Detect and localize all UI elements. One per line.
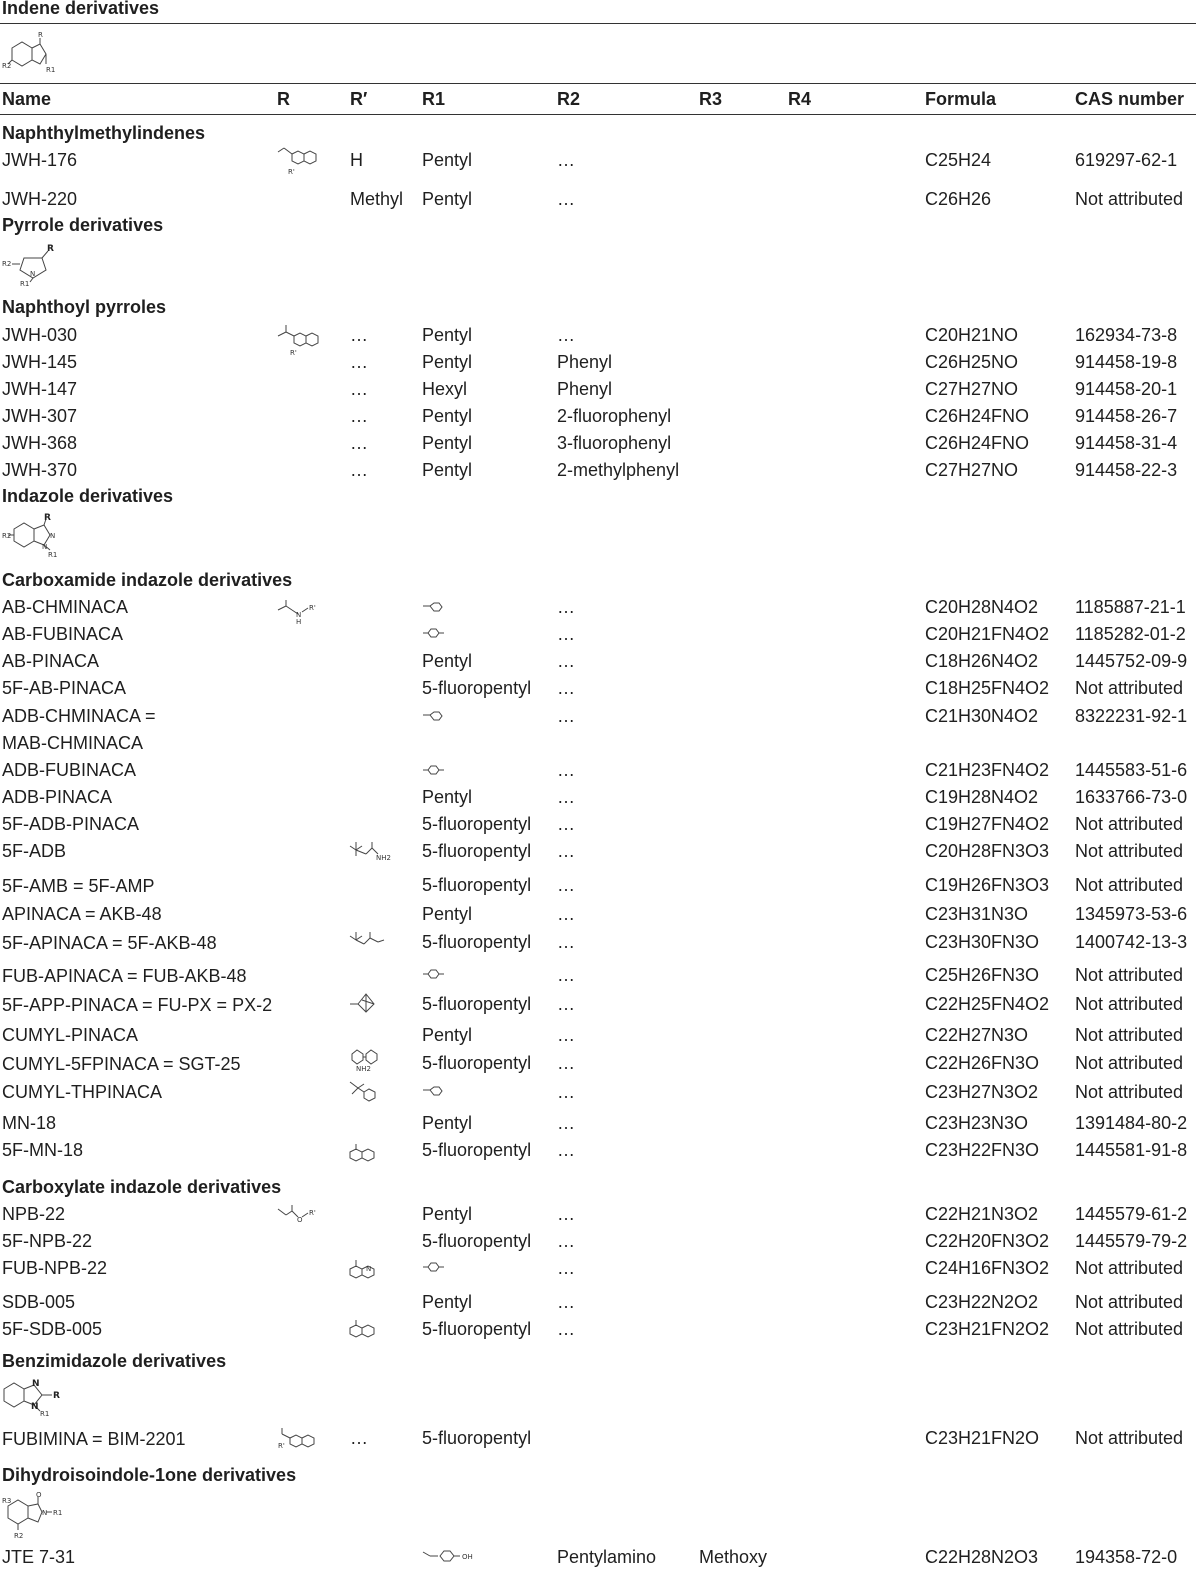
cell-cas: 1445579-79-2 bbox=[1075, 1231, 1188, 1251]
cell-name-continued: MAB-CHMINACA bbox=[2, 733, 144, 753]
cell-r2: … bbox=[557, 325, 575, 345]
cell-r1: Pentyl bbox=[422, 433, 473, 453]
cell-formula: C20H21NO bbox=[925, 325, 1019, 345]
cell-cas: 619297-62-1 bbox=[1075, 150, 1178, 170]
cell-name: 5F-MN-18 bbox=[2, 1140, 84, 1160]
cell-formula: C20H21FN4O2 bbox=[925, 624, 1050, 644]
indazole-benzene-ring bbox=[14, 523, 34, 547]
svg-text:R': R' bbox=[290, 349, 297, 357]
section-title-carboxamide-indazole: Carboxamide indazole derivatives bbox=[2, 570, 293, 590]
cell-r1: Pentyl bbox=[422, 352, 473, 372]
benzimid-label-rprime: R' bbox=[278, 1442, 285, 1450]
cell-formula: C20H28N4O2 bbox=[925, 597, 1039, 617]
cell-cas: Not attributed bbox=[1075, 678, 1184, 698]
cell-r2: … bbox=[557, 841, 575, 861]
indazole-label-r2: R2 bbox=[2, 532, 12, 540]
cell-r-prime: … bbox=[350, 406, 368, 426]
cell-cas: Not attributed bbox=[1075, 189, 1184, 209]
cell-formula: C22H28N2O3 bbox=[925, 1547, 1039, 1567]
cell-name: JWH-030 bbox=[2, 325, 78, 345]
pyrrole-scaffold-structure bbox=[2, 242, 62, 288]
cell-name: APINACA = AKB-48 bbox=[2, 904, 162, 924]
cell-r2: … bbox=[557, 994, 575, 1014]
cell-formula: C21H30N4O2 bbox=[925, 706, 1039, 726]
dihydroisoindolone-scaffold-structure bbox=[2, 1492, 68, 1540]
cell-name: ADB-PINACA bbox=[2, 787, 113, 807]
cell-formula: C26H24FNO bbox=[925, 433, 1030, 453]
cell-name: ADB-FUBINACA bbox=[2, 760, 137, 780]
cell-cas: Not attributed bbox=[1075, 814, 1184, 834]
cell-r1: Pentyl bbox=[422, 460, 473, 480]
cell-cas: Not attributed bbox=[1075, 965, 1184, 985]
tetrahydropyranylmethyl-icon bbox=[422, 1086, 446, 1098]
indene-scaffold-structure bbox=[2, 30, 62, 76]
carboxamide-label-n: N bbox=[296, 611, 302, 619]
carboxamide-structure-icon bbox=[276, 598, 326, 626]
carboxylate-structure-icon bbox=[276, 1203, 326, 1227]
cell-name: NPB-22 bbox=[2, 1204, 66, 1224]
nh2-label: NH2 bbox=[376, 854, 391, 862]
cell-formula: C23H21FN2O2 bbox=[925, 1319, 1050, 1339]
isoindolone-label-o: O bbox=[36, 1491, 42, 1499]
cell-r-prime: … bbox=[350, 352, 368, 372]
section-title-indene: Indene derivatives bbox=[2, 0, 160, 18]
cell-name: CUMYL-PINACA bbox=[2, 1025, 139, 1045]
cell-cas: 914458-31-4 bbox=[1075, 433, 1178, 453]
cell-r2: … bbox=[557, 1053, 575, 1073]
cell-r2: … bbox=[557, 1292, 575, 1312]
fluorobenzyl-icon bbox=[422, 765, 446, 777]
cell-formula: C24H16FN3O2 bbox=[925, 1258, 1050, 1278]
cell-r-prime: Methyl bbox=[350, 189, 404, 209]
cell-name: 5F-ADB-PINACA bbox=[2, 814, 140, 834]
col-header-r2: R2 bbox=[557, 89, 581, 109]
cell-formula: C22H21N3O2 bbox=[925, 1204, 1039, 1224]
cell-formula: C21H23FN4O2 bbox=[925, 760, 1050, 780]
cell-cas: 914458-26-7 bbox=[1075, 406, 1178, 426]
cell-name: AB-CHMINACA bbox=[2, 597, 129, 617]
cell-name: CUMYL-THPINACA bbox=[2, 1082, 163, 1102]
cell-r2: … bbox=[557, 597, 575, 617]
section-title-benzimidazole: Benzimidazole derivatives bbox=[2, 1351, 227, 1371]
cell-name: AB-PINACA bbox=[2, 651, 100, 671]
cell-r1: Pentyl bbox=[422, 1204, 473, 1224]
svg-text:O: O bbox=[297, 1216, 303, 1224]
indazole-scaffold-structure bbox=[2, 513, 66, 559]
cell-cas: 1400742-13-3 bbox=[1075, 932, 1188, 952]
carboxamide-label-rprime: R' bbox=[309, 604, 316, 612]
cell-r1: 5-fluoropentyl bbox=[422, 1319, 532, 1339]
methyl-valinate-structure-icon bbox=[348, 930, 394, 952]
cell-cas: Not attributed bbox=[1075, 1319, 1184, 1339]
cell-cas: 1445752-09-9 bbox=[1075, 651, 1188, 671]
section-title-dihydroisoindolone: Dihydroisoindole-1one derivatives bbox=[2, 1465, 297, 1485]
cell-name: JWH-368 bbox=[2, 433, 78, 453]
cell-formula: C23H27N3O2 bbox=[925, 1082, 1039, 1102]
section-title-naphthoyl-pyrroles: Naphthoyl pyrroles bbox=[2, 297, 167, 317]
benzimidazole-label-r1: R1 bbox=[40, 1410, 50, 1418]
cell-name: SDB-005 bbox=[2, 1292, 76, 1312]
cell-cas: Not attributed bbox=[1075, 1292, 1184, 1312]
section-title-naphthylmethylindenes: Naphthylmethylindenes bbox=[2, 123, 206, 143]
cell-r1: Pentyl bbox=[422, 1113, 473, 1133]
naphthoyl-structure-icon bbox=[276, 1426, 320, 1454]
cell-formula: C19H28N4O2 bbox=[925, 787, 1039, 807]
cell-name: JWH-176 bbox=[2, 150, 78, 170]
pyrrole-label-r: R bbox=[47, 244, 54, 254]
cumyl-nh2-label: NH2 bbox=[356, 1065, 371, 1073]
cell-name: FUB-APINACA = FUB-AKB-48 bbox=[2, 966, 247, 986]
naphthyl-structure-icon bbox=[348, 1142, 378, 1166]
cell-formula: C26H25NO bbox=[925, 352, 1019, 372]
cell-r2: … bbox=[557, 1025, 575, 1045]
cell-r1: 5-fluoropentyl bbox=[422, 841, 532, 861]
cell-r1: Pentyl bbox=[422, 904, 473, 924]
cell-cas: 194358-72-0 bbox=[1075, 1547, 1178, 1567]
section-title-indazole: Indazole derivatives bbox=[2, 486, 174, 506]
cell-r2: … bbox=[557, 904, 575, 924]
cell-formula: C23H31N3O bbox=[925, 904, 1029, 924]
col-header-r4: R4 bbox=[788, 89, 812, 109]
cell-r2: … bbox=[557, 624, 575, 644]
cell-r-prime: … bbox=[350, 325, 368, 345]
indazole-label-r1: R1 bbox=[48, 551, 58, 559]
cell-formula: C23H23N3O bbox=[925, 1113, 1029, 1133]
fluorobenzyl-icon bbox=[422, 1262, 446, 1274]
carboxylate-label-rprime: R' bbox=[309, 1209, 316, 1217]
cell-r1: 5-fluoropentyl bbox=[422, 932, 532, 952]
cell-r2: … bbox=[557, 678, 575, 698]
naphthylmethyl-structure-icon bbox=[276, 146, 326, 176]
cell-cas: 162934-73-8 bbox=[1075, 325, 1178, 345]
indene-five-ring bbox=[32, 44, 46, 64]
col-header-name: Name bbox=[2, 89, 52, 109]
cell-r1: Pentyl bbox=[422, 406, 473, 426]
cell-r1: 5-fluoropentyl bbox=[422, 1428, 532, 1448]
indene-benzene-ring bbox=[12, 42, 32, 66]
col-header-r1: R1 bbox=[422, 89, 446, 109]
naphthyl-structure-icon bbox=[348, 1318, 378, 1342]
cell-r1: Pentyl bbox=[422, 325, 473, 345]
benzimidazole-scaffold-structure bbox=[2, 1377, 68, 1417]
benzimidazole-label-n2: N bbox=[31, 1402, 39, 1412]
cell-name: JWH-145 bbox=[2, 352, 78, 372]
cell-name: FUBIMINA = BIM-2201 bbox=[2, 1429, 186, 1449]
cell-r2: … bbox=[557, 1231, 575, 1251]
cell-r1: 5-fluoropentyl bbox=[422, 1231, 532, 1251]
tert-leucinamide-structure-icon bbox=[348, 838, 394, 866]
cell-name: 5F-ADB bbox=[2, 841, 67, 861]
cell-formula: C18H26N4O2 bbox=[925, 651, 1039, 671]
cell-r2: … bbox=[557, 760, 575, 780]
indene-label-r2: R2 bbox=[2, 62, 12, 70]
cell-cas: Not attributed bbox=[1075, 875, 1184, 895]
fluorobenzyl-icon bbox=[422, 628, 446, 640]
cell-name: 5F-SDB-005 bbox=[2, 1319, 103, 1339]
cell-cas: 1445579-61-2 bbox=[1075, 1204, 1188, 1224]
cell-formula: C22H27N3O bbox=[925, 1025, 1029, 1045]
cell-r2: Phenyl bbox=[557, 379, 613, 399]
cell-r1: 5-fluoropentyl bbox=[422, 1053, 532, 1073]
cell-formula: C25H26FN3O bbox=[925, 965, 1040, 985]
isoindolone-label-n: N bbox=[42, 1509, 48, 1517]
cell-cas: 1633766-73-0 bbox=[1075, 787, 1188, 807]
benzimidazole-label-r: R bbox=[53, 1391, 60, 1401]
cell-r2: … bbox=[557, 651, 575, 671]
cyclohexylmethyl-icon bbox=[422, 711, 446, 723]
cell-cas: 1445583-51-6 bbox=[1075, 760, 1188, 780]
indazole-pyrazole-ring bbox=[34, 525, 50, 545]
cell-cas: 1391484-80-2 bbox=[1075, 1113, 1188, 1133]
cell-r2: Pentylamino bbox=[557, 1547, 657, 1567]
cell-name: JWH-220 bbox=[2, 189, 78, 209]
cell-r1: Pentyl bbox=[422, 150, 473, 170]
cell-cas: 8322231-92-1 bbox=[1075, 706, 1188, 726]
cell-name: MN-18 bbox=[2, 1113, 57, 1133]
cell-name: 5F-AMB = 5F-AMP bbox=[2, 876, 155, 896]
cell-formula: C22H26FN3O bbox=[925, 1053, 1040, 1073]
indazole-label-r: R bbox=[44, 513, 51, 523]
carboxamide-label-h: H bbox=[296, 618, 302, 626]
cell-r1: Pentyl bbox=[422, 1292, 473, 1312]
cell-r-prime: … bbox=[350, 460, 368, 480]
cell-r2: … bbox=[557, 965, 575, 985]
fluorobenzyl-icon bbox=[422, 969, 446, 981]
cell-formula: C27H27NO bbox=[925, 379, 1019, 399]
cell-r2: … bbox=[557, 1082, 575, 1102]
cell-name: 5F-APINACA = 5F-AKB-48 bbox=[2, 933, 217, 953]
cell-r3: Methoxy bbox=[699, 1547, 768, 1567]
cell-formula: C18H25FN4O2 bbox=[925, 678, 1050, 698]
cell-name: JTE 7-31 bbox=[2, 1547, 76, 1567]
top-rule bbox=[0, 23, 1196, 24]
cell-formula: C22H20FN3O2 bbox=[925, 1231, 1050, 1251]
cell-name: CUMYL-5FPINACA = SGT-25 bbox=[2, 1054, 241, 1074]
cell-name: ADB-CHMINACA = bbox=[2, 706, 156, 726]
header-bottom-rule bbox=[0, 114, 1196, 115]
cell-r2: 3-fluorophenyl bbox=[557, 433, 672, 453]
cell-r2: Phenyl bbox=[557, 352, 613, 372]
cell-formula: C23H30FN3O bbox=[925, 932, 1040, 952]
cell-formula: C19H26FN3O3 bbox=[925, 875, 1050, 895]
dihydroisoindolone-lactam-ring bbox=[28, 1504, 42, 1522]
cell-r2: 2-methylphenyl bbox=[557, 460, 680, 480]
cell-r1: 5-fluoropentyl bbox=[422, 814, 532, 834]
cell-formula: C23H21FN2O bbox=[925, 1428, 1040, 1448]
cell-name: 5F-AB-PINACA bbox=[2, 678, 127, 698]
cumyl-structure-icon bbox=[348, 1080, 378, 1104]
benzimidazole-benzene-ring bbox=[4, 1383, 24, 1407]
cell-name: JWH-370 bbox=[2, 460, 78, 480]
cell-cas: 1185887-21-1 bbox=[1075, 597, 1186, 617]
pyrrole-label-r1: R1 bbox=[20, 280, 30, 288]
cell-r1: Pentyl bbox=[422, 189, 473, 209]
indene-label-r1: R1 bbox=[46, 66, 56, 74]
cell-r2: … bbox=[557, 814, 575, 834]
cell-r2: … bbox=[557, 1204, 575, 1224]
cell-cas: 1345973-53-6 bbox=[1075, 904, 1188, 924]
indazole-label-n2: N bbox=[42, 543, 48, 551]
quinoline-label-n: N bbox=[366, 1265, 372, 1273]
col-header-r: R bbox=[277, 89, 290, 109]
cell-formula: C26H26 bbox=[925, 189, 992, 209]
cell-formula: C22H25FN4O2 bbox=[925, 994, 1050, 1014]
cell-formula: C19H27FN4O2 bbox=[925, 814, 1050, 834]
phenol-label-oh: OH bbox=[462, 1553, 473, 1561]
col-header-r-prime: R′ bbox=[350, 89, 368, 109]
cell-r-prime: … bbox=[350, 379, 368, 399]
cell-cas: Not attributed bbox=[1075, 1258, 1184, 1278]
cell-r2: … bbox=[557, 150, 575, 170]
cell-r2: … bbox=[557, 787, 575, 807]
cell-formula: C23H22FN3O bbox=[925, 1140, 1040, 1160]
cell-formula: C20H28FN3O3 bbox=[925, 841, 1050, 861]
cell-cas: Not attributed bbox=[1075, 841, 1184, 861]
cell-r1: 5-fluoropentyl bbox=[422, 678, 532, 698]
cell-cas: Not attributed bbox=[1075, 994, 1184, 1014]
cell-r2: … bbox=[557, 189, 575, 209]
col-header-cas: CAS number bbox=[1075, 89, 1185, 109]
pyrrole-label-r2: R2 bbox=[2, 260, 12, 268]
cell-cas: Not attributed bbox=[1075, 1082, 1184, 1102]
cell-r2: … bbox=[557, 1140, 575, 1160]
isoindolone-label-r3: R3 bbox=[2, 1497, 12, 1505]
cell-cas: 914458-19-8 bbox=[1075, 352, 1178, 372]
cell-cas: 1445581-91-8 bbox=[1075, 1140, 1188, 1160]
cell-formula: C23H22N2O2 bbox=[925, 1292, 1039, 1312]
cell-formula: C26H24FNO bbox=[925, 406, 1030, 426]
section-title-carboxylate-indazole: Carboxylate indazole derivatives bbox=[2, 1177, 282, 1197]
isoindolone-label-r1: R1 bbox=[53, 1509, 63, 1517]
cell-r1: Pentyl bbox=[422, 787, 473, 807]
quinolinyl-structure-icon bbox=[348, 1258, 378, 1284]
benzimidazole-label-n: N bbox=[32, 1379, 40, 1389]
adamantyl-structure-icon bbox=[348, 990, 382, 1016]
cell-cas: 914458-20-1 bbox=[1075, 379, 1178, 399]
cell-r1: 5-fluoropentyl bbox=[422, 1140, 532, 1160]
cell-r2: … bbox=[557, 1113, 575, 1133]
isoindolone-label-r2: R2 bbox=[14, 1532, 24, 1540]
cell-r1: 5-fluoropentyl bbox=[422, 875, 532, 895]
cell-name: 5F-NPB-22 bbox=[2, 1231, 93, 1251]
indene-label-r: R bbox=[38, 31, 43, 39]
cell-cas: 1185282-01-2 bbox=[1075, 624, 1186, 644]
indazole-label-n: N bbox=[50, 532, 56, 540]
cell-formula: C27H27NO bbox=[925, 460, 1019, 480]
header-top-rule bbox=[0, 83, 1196, 84]
col-header-formula: Formula bbox=[925, 89, 997, 109]
cell-r2: … bbox=[557, 1258, 575, 1278]
naphthyl-label-rprime: R' bbox=[288, 168, 295, 176]
cell-r-prime: H bbox=[350, 150, 363, 170]
cell-r1: Pentyl bbox=[422, 1025, 473, 1045]
cell-formula: C25H24 bbox=[925, 150, 992, 170]
hydroxyphenylethyl-structure-icon bbox=[422, 1548, 482, 1564]
cell-name: JWH-307 bbox=[2, 406, 78, 426]
cell-r2: … bbox=[557, 875, 575, 895]
cell-cas: Not attributed bbox=[1075, 1428, 1184, 1448]
pyrrole-label-n: N bbox=[30, 270, 36, 278]
section-title-pyrrole: Pyrrole derivatives bbox=[2, 215, 164, 235]
cell-name: 5F-APP-PINACA = FU-PX = PX-2 bbox=[2, 995, 273, 1015]
cell-r2: … bbox=[557, 1319, 575, 1339]
cell-r2: … bbox=[557, 706, 575, 726]
cell-r1: Pentyl bbox=[422, 651, 473, 671]
cell-r-prime: … bbox=[350, 1428, 368, 1448]
cell-cas: Not attributed bbox=[1075, 1053, 1184, 1073]
cumyl-amide-structure-icon bbox=[348, 1048, 382, 1072]
cell-name: FUB-NPB-22 bbox=[2, 1258, 108, 1278]
col-header-r3: R3 bbox=[699, 89, 723, 109]
cell-name: JWH-147 bbox=[2, 379, 78, 399]
naphthoyl-structure-icon bbox=[276, 322, 326, 358]
cell-cas: Not attributed bbox=[1075, 1025, 1184, 1045]
cell-r-prime: … bbox=[350, 433, 368, 453]
cell-r1: 5-fluoropentyl bbox=[422, 994, 532, 1014]
cell-r1: Hexyl bbox=[422, 379, 468, 399]
cell-cas: 914458-22-3 bbox=[1075, 460, 1178, 480]
cell-name: AB-FUBINACA bbox=[2, 624, 124, 644]
cell-r2: … bbox=[557, 932, 575, 952]
cyclohexylmethyl-icon bbox=[422, 602, 446, 614]
cell-r2: 2-fluorophenyl bbox=[557, 406, 672, 426]
